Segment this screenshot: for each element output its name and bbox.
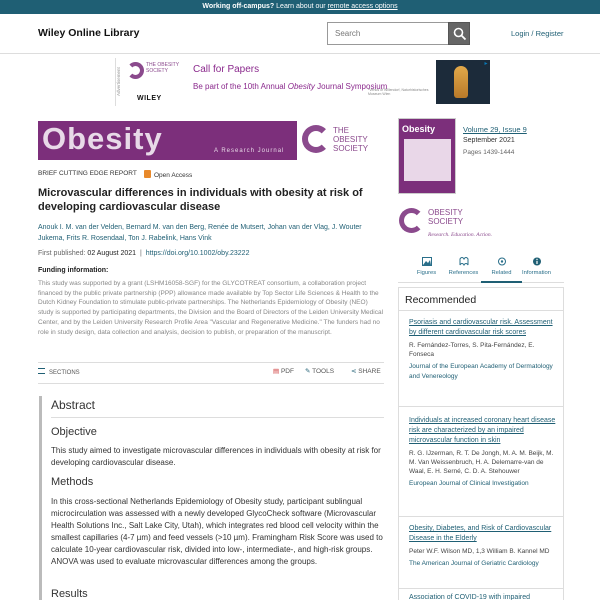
cover-title: Obesity [402, 124, 436, 134]
issue-date: September 2021 [463, 137, 515, 144]
pdf-button[interactable] [273, 367, 294, 375]
society-line: THE [333, 126, 349, 135]
ad-fine-print: *Venus of Willendorf, Naturhistorisches Museum Wien [368, 88, 429, 96]
recommended-journal[interactable]: Journal of the European Academy of Dermatology and Venereology [409, 363, 553, 380]
login-register-link[interactable]: Login / Register [511, 29, 564, 38]
journal-banner-subtitle: A Research Journal [214, 148, 285, 154]
image-icon [422, 257, 432, 266]
publication-info [38, 250, 249, 257]
methods-text: In this cross-sectional Netherlands Epidemiology of Obesity study, participant sublingual microcirculation was assessed with a newly developed GlycoCheck software (Microvascular Health Solutions Inc., Salt Lake City, Utah), which integrates red blood cell velocity within the smallest capillaries (4-7 µm) and feed vessels (>10 µm). Framingham Risk Score was used to calculate 10-year cardiovascular risk, divided into low-, intermediate-, and high-risk groups. ANOVA was used to evaluate microvascular differences among the groups. [51, 497, 383, 566]
open-access-icon [144, 170, 151, 178]
doi-link[interactable]: https://doi.org/10.1002/oby.23222 [145, 250, 250, 257]
journal-banner[interactable] [38, 121, 297, 160]
recommended-title-link[interactable]: Association of COVID-19 with impaired [409, 594, 530, 600]
tab-label: Figures [416, 270, 437, 276]
article-title: Microvascular differences in individuals with obesity at risk of developing cardiovascular disease [38, 187, 363, 213]
tab-references[interactable] [443, 253, 484, 283]
recommended-title-link[interactable]: Obesity, Diabetes, and Risk of Cardiovascular Disease in the Elderly [409, 525, 552, 542]
open-access-label: Open Access [154, 172, 193, 179]
site-header [0, 14, 600, 54]
search-button[interactable] [448, 22, 470, 45]
tab-label: References [448, 270, 479, 276]
recommended-journal[interactable]: European Journal of Clinical Investigation [409, 480, 529, 487]
ad-society-name: THE OBESITY SOCIETY [146, 62, 179, 74]
tools-label: TOOLS [312, 368, 335, 375]
ad-wiley-logo: WILEY [137, 95, 162, 102]
first-published-label: First published: [38, 250, 88, 257]
side-society-line: OBESITY [428, 208, 463, 217]
recommended-authors: Peter W.F. Wilson MD, 1,3 William B. Kannel MD [409, 548, 550, 555]
article-type: BRIEF CUTTING EDGE REPORT [38, 170, 137, 177]
info-icon [532, 257, 542, 266]
ad-choices-icon[interactable]: ▸ [484, 61, 488, 67]
article-authors[interactable]: Anouk I. M. van der Velden, Bernard M. van den Berg, Renée de Mutsert, Johan van der Vlag, J. Wouter Jukema, Frits R. Rosendaal, Ton J. Rabelink, Hans Vink [38, 224, 362, 242]
divider [51, 417, 384, 418]
side-society-name[interactable] [428, 208, 463, 226]
results-heading: Results [51, 588, 88, 600]
share-button[interactable] [351, 367, 381, 375]
objective-heading: Objective [51, 426, 97, 438]
recommended-heading: Recommended [405, 294, 477, 306]
society-name [333, 126, 368, 153]
side-tabs [398, 253, 564, 283]
site-logo[interactable]: Wiley Online Library [38, 27, 140, 39]
methods-heading: Methods [51, 476, 94, 488]
search-icon [453, 27, 467, 41]
topbar-text: Learn about our [274, 3, 328, 10]
related-icon [497, 257, 507, 266]
recommended-title-link[interactable]: Individuals at increased coronary heart disease risk are characterized by an impaired microvascular function in skin [409, 417, 556, 444]
side-society-logo-icon [399, 208, 424, 233]
journal-banner-title: Obesity [42, 121, 163, 156]
ad-title: Call for Papers [193, 64, 260, 75]
divider [399, 588, 563, 589]
ad-subtitle-post: Journal Symposium [314, 82, 388, 91]
issue-pages: Pages 1439-1444 [463, 149, 515, 156]
tools-button[interactable] [305, 367, 334, 375]
side-society-line: SOCIETY [428, 217, 464, 226]
divider [399, 310, 563, 311]
objective-text: This study aimed to investigate microvascular differences in individuals with obesity at risk for developing cardiovascular disease. [51, 446, 381, 467]
recommended-authors: R. Fernández-Torres, S. Pita-Fernández, E. Fonseca [409, 342, 535, 358]
obesity-society-logo-icon [127, 62, 144, 79]
ad-label: Advertisement [116, 67, 121, 97]
first-published-date: 02 August 2021 [87, 250, 137, 257]
society-line: OBESITY [333, 135, 368, 144]
ad-subtitle [193, 82, 387, 91]
journal-cover[interactable] [398, 118, 456, 194]
divider [38, 383, 384, 384]
recommended-item [409, 524, 559, 569]
society-logo-icon [302, 125, 330, 153]
open-access-badge [144, 170, 192, 179]
topbar-bold: Working off-campus? [202, 3, 275, 10]
remote-access-bar [0, 0, 600, 14]
list-icon [38, 368, 45, 374]
recommended-journal[interactable]: The American Journal of Geriatric Cardiology [409, 560, 539, 567]
references-icon [459, 257, 469, 266]
cover-image [404, 139, 451, 181]
volume-issue-text[interactable]: Volume 29, Issue 9 [463, 125, 527, 134]
tab-label: Related [491, 270, 512, 276]
society-line: SOCIETY [333, 144, 369, 153]
ad-subtitle-pre: Be part of the 10th Annual [193, 82, 288, 91]
remote-access-link[interactable]: remote access options [327, 3, 398, 10]
sections-label: SECTIONS [49, 370, 80, 376]
separator: | [136, 250, 146, 257]
sections-button[interactable] [38, 368, 80, 376]
funding-text: This study was supported by a grant (LSHM16058-SGF) for the GLYCOTREAT consortium, a collaboration project financed by the public private partnership (PPP) allowance made available by Top Sector Life Sciences & Health to the Dutch Kidney Foundation to stimulate public-private partnerships. The Netherlands Epidemiology of Obesity (NEO) study is supported by participating departments, the Division and the Board of Directors of the Leiden University Medical Center, and by the Leiden University Research Profile Area "Vascular and Regenerative Medicine." The funders had no role in study design, data collection and analysis, decision to publish, or preparation of the manuscript. [38, 280, 384, 336]
funding-heading: Funding information: [38, 267, 109, 274]
divider [399, 406, 563, 407]
recommended-item [409, 416, 559, 489]
abstract-heading: Abstract [51, 398, 96, 412]
pdf-label: PDF [280, 368, 294, 375]
recommended-item [409, 318, 559, 382]
search-input[interactable]: Search [327, 22, 449, 45]
pdf-icon: ▤ [273, 368, 281, 375]
side-society-tagline: Research. Education. Action. [428, 232, 492, 238]
ad-subtitle-em: Obesity [287, 82, 315, 91]
share-label: SHARE [358, 368, 381, 375]
wrench-icon: ✎ [305, 368, 313, 375]
recommended-authors: R. G. IJzerman, R. T. De Jongh, M. A. M. Beijk, M. M. Van Weissenbruch, H. A. Delemarre-van de Waal, E. H. Serné, C. D. A. Stehouwer [409, 450, 554, 475]
share-icon: ⋖ [351, 368, 359, 375]
recommended-item [409, 593, 559, 600]
divider [399, 516, 563, 517]
volume-issue-link[interactable] [463, 125, 527, 134]
tab-label: Information [522, 270, 551, 276]
tab-figures[interactable] [406, 253, 447, 283]
recommended-title-link[interactable]: Psoriasis and cardiovascular risk. Assessment by different cardiovascular risk scores [409, 319, 553, 336]
recommended-panel [398, 287, 564, 600]
venus-figure-image [454, 66, 468, 98]
divider [38, 362, 384, 363]
abstract-side-bar [39, 396, 42, 600]
tab-information[interactable] [516, 253, 557, 283]
